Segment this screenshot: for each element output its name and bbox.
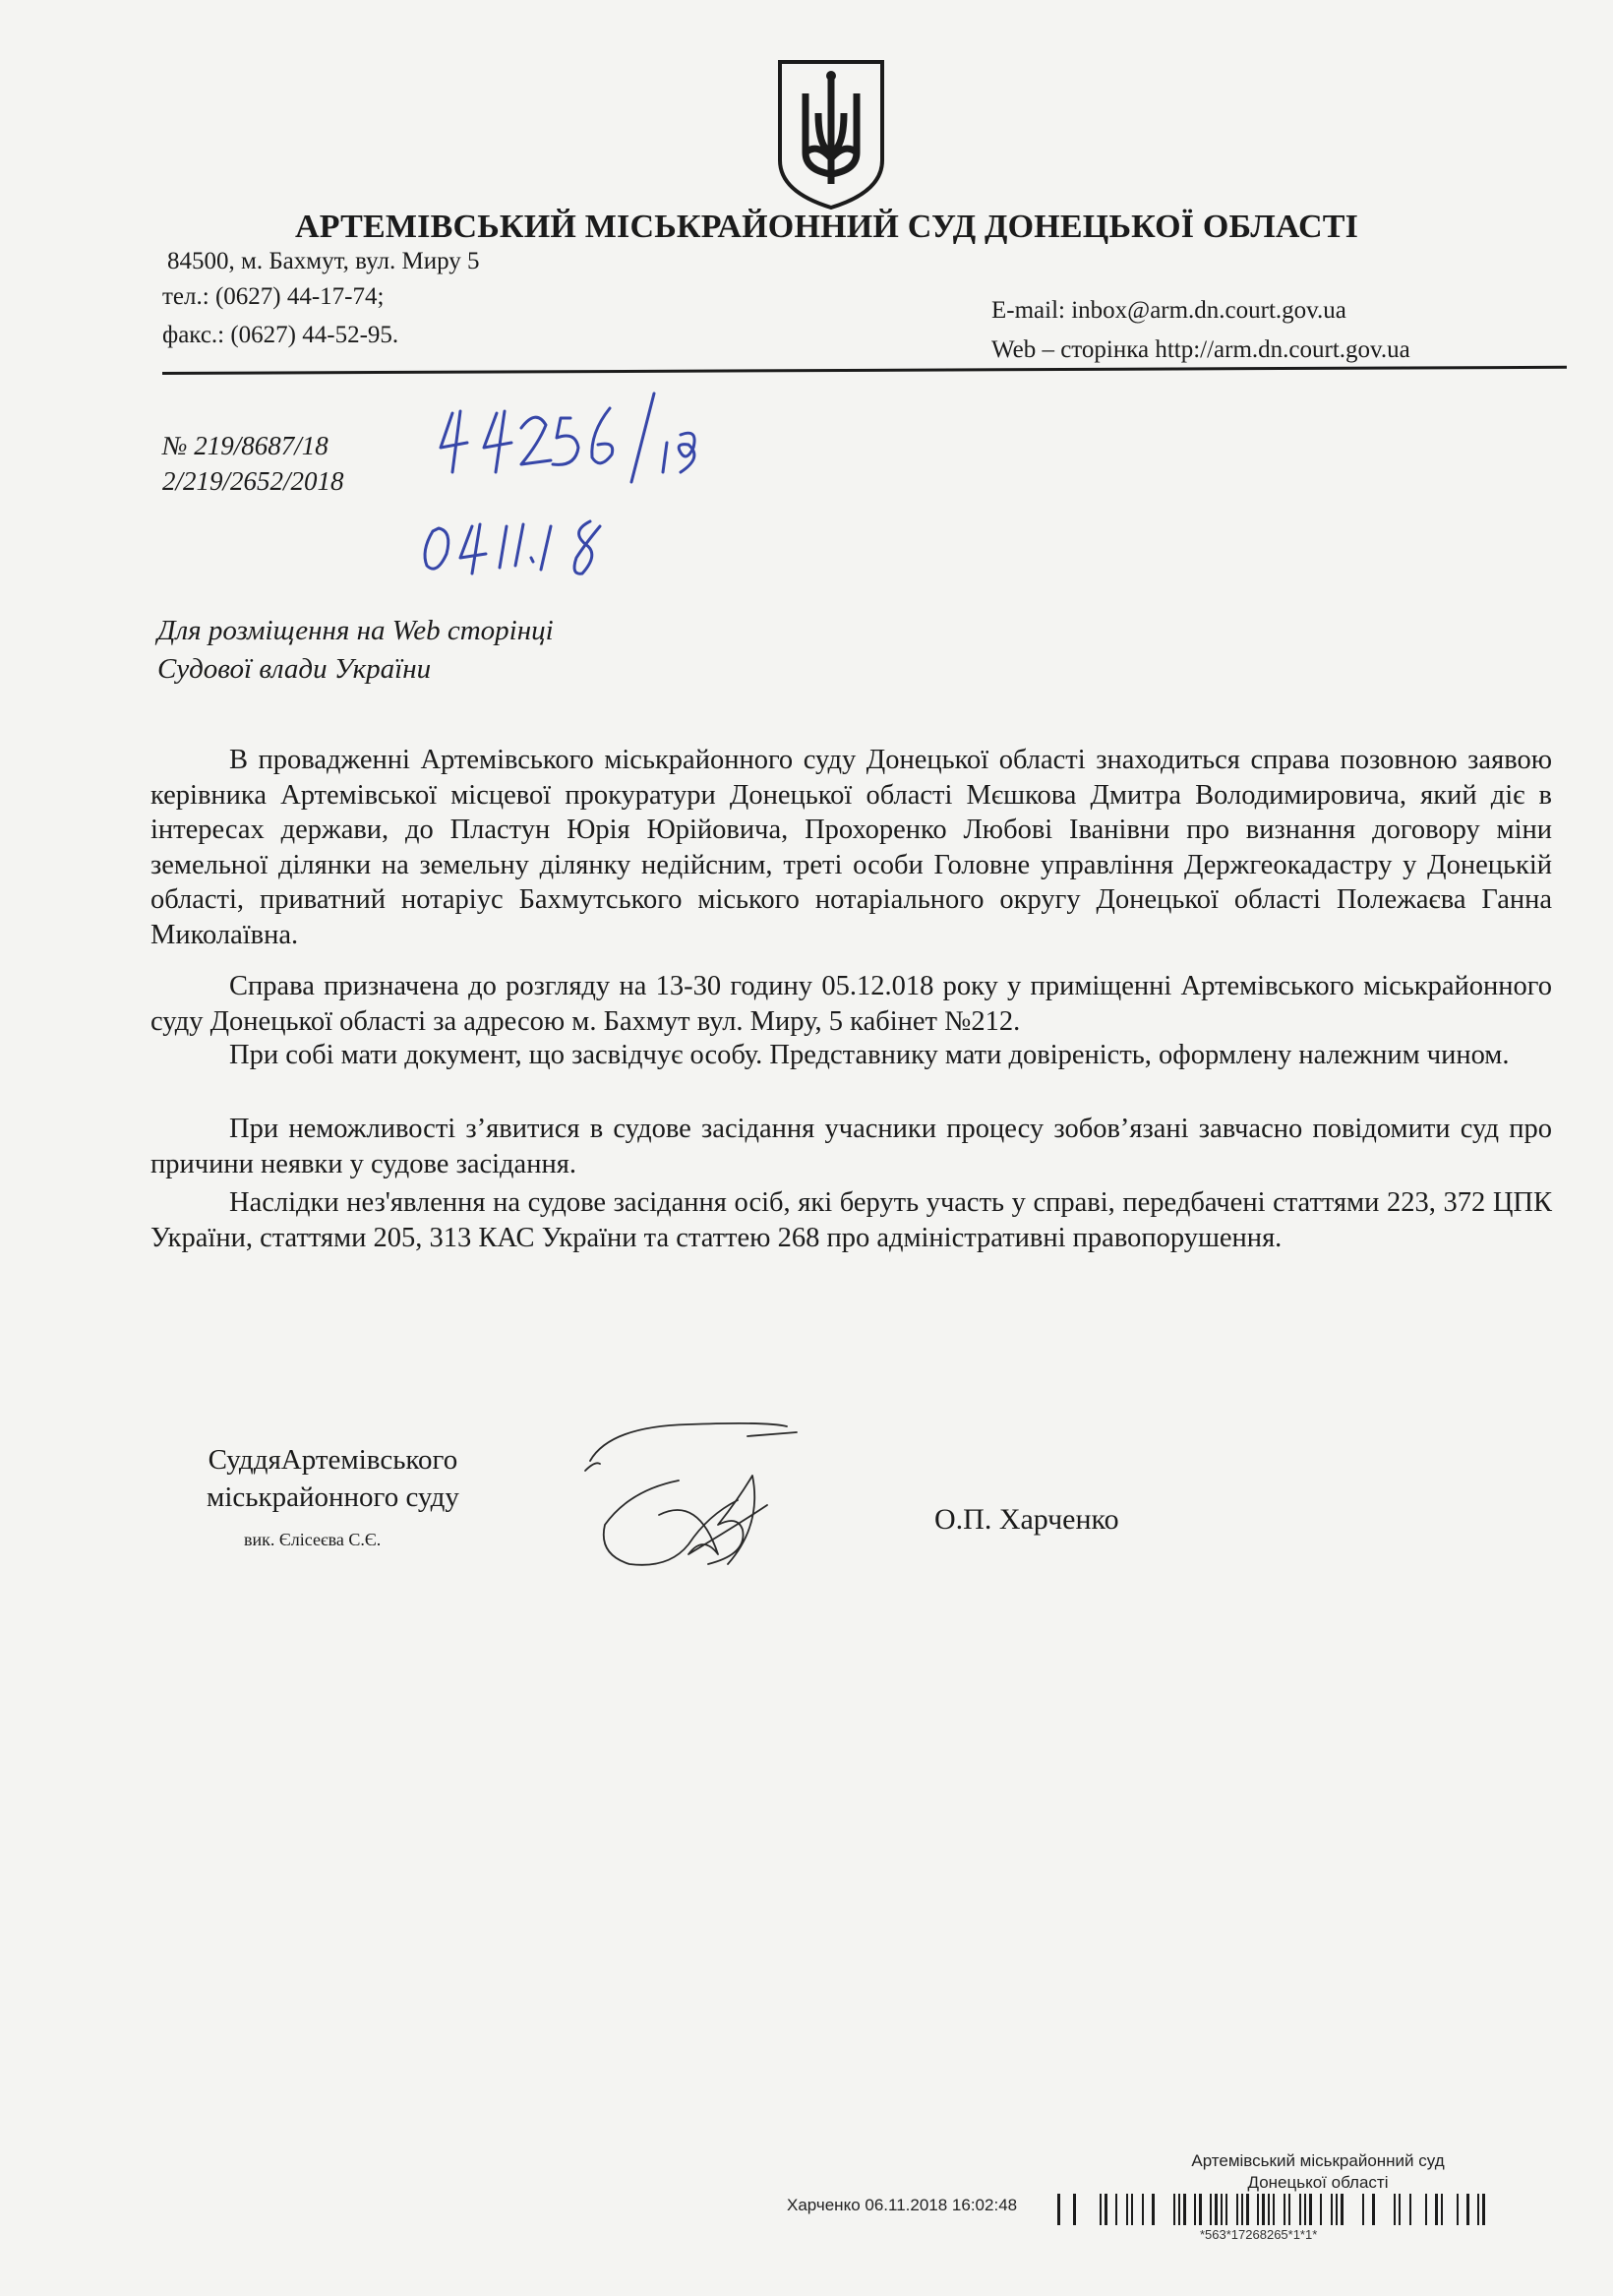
stamp-court-line-1: Артемівський міськрайонний суд [1191, 2151, 1445, 2170]
court-website: Web – сторінка http://arm.dn.court.gov.ua [991, 336, 1410, 363]
body-paragraph: Справа призначена до розгляду на 13-30 годину 05.12.018 року у приміщенні Артемівського міськрайонного суду Донецької області за адресою м. Бахмут вул. Миру, 5 кабінет №212. [150, 971, 1552, 1037]
handwritten-incoming-number [423, 374, 738, 492]
executor-note: вик. Єлісеєва С.Є. [244, 1530, 382, 1549]
court-phone: тел.: (0627) 44-17-74; [162, 283, 385, 310]
case-number: № 219/8687/18 [162, 431, 329, 460]
court-fax: факс.: (0627) 44-52-95. [162, 322, 399, 348]
addressee-line-1: Для розміщення на Web сторінці [157, 615, 554, 646]
court-address: 84500, м. Бахмут, вул. Миру 5 [167, 248, 480, 274]
judge-title-line-1: СуддяАртемівського [208, 1444, 458, 1476]
judge-name: О.П. Харченко [934, 1503, 1119, 1536]
body-paragraph: При неможливості з’явитися в судове засідання учасники процесу зобов’язані завчасно повідомити суд про причини неявки у судове засідання. [150, 1114, 1552, 1179]
body-paragraph: Наслідки нез'явлення на судове засідання осіб, які беруть участь у справі, передбачені статтями 223, 372 ЦПК України, статтями 205, 313 КАС України та статтею 268 про адміністративні правопорушення. [150, 1187, 1552, 1253]
judge-title-line-2: міськрайонного суду [207, 1481, 459, 1513]
header-divider [162, 366, 1567, 375]
proceeding-number: 2/219/2652/2018 [162, 466, 344, 496]
body-paragraph: В провадженні Артемівського міськрайонного суду Донецької області знаходиться справа позовною заявою керівника Артемівської місцевої прокуратури Донецької області Мєшкова Дмитра Володимировича, який діє в інтересах держави, до Пластун Юрія Юрійовича, Прохоренко Любові Іванівни про визнання договору міни земельної ділянки на земельну ділянку недійсним, треті особи Головне управління Держгеокадастру у Донецькій області, приватний нотаріус Бахмутського міського нотаріального округу Донецької області Полежаєва Ганна Миколаївна. [150, 745, 1552, 950]
judge-title [207, 1441, 459, 1516]
stamp-court-line-2: Донецької області [1247, 2173, 1389, 2192]
registration-stamp: Харченко 06.11.2018 16:02:48 [787, 2196, 1018, 2214]
barcode-text: *563*17268265*1*1* [1200, 2227, 1318, 2242]
trident-coat-of-arms-icon [772, 54, 890, 211]
court-name: АРТЕМІВСЬКИЙ МІСЬКРАЙОННИЙ СУД ДОНЕЦЬКОЇ ОБЛАСТІ [295, 209, 1359, 245]
handwritten-received-date [413, 497, 639, 585]
judge-signature [570, 1407, 866, 1579]
body-paragraph: При собі мати документ, що засвідчує особу. Представнику мати довіреність, оформлену належним чином. [229, 1040, 1510, 1070]
court-registry-stamp [1141, 2150, 1495, 2194]
addressee-line-2: Судової влади України [157, 653, 432, 685]
court-email: E-mail: inbox@arm.dn.court.gov.ua [991, 297, 1346, 324]
barcode [1057, 2192, 1539, 2227]
